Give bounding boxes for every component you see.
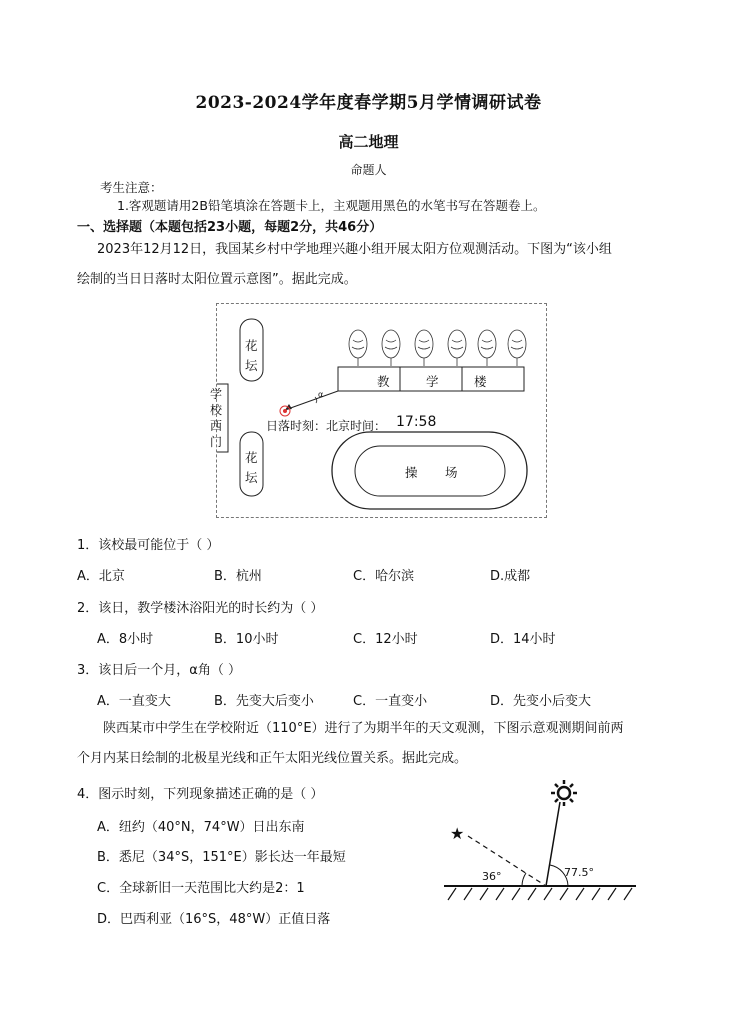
flowerbed-bottom-char-1: 花 <box>245 450 258 465</box>
question-2-option-c: C．12小时 <box>353 632 418 647</box>
flowerbed-top-char-2: 坛 <box>245 358 258 373</box>
page-subtitle: 高二地理 <box>338 133 399 151</box>
star-icon: ★ <box>450 824 465 843</box>
passage-1-line-2: 绘制的当日日落时太阳位置示意图”。据此完成。 <box>77 272 357 287</box>
gate-char-4: 门 <box>210 435 223 449</box>
sunset-time-label: 日落时刻：北京时间： <box>266 419 387 433</box>
question-2-stem: 2．该日，教学楼沐浴阳光的时长约为（ ） <box>77 601 324 616</box>
notice-item-1: 1.客观题请用2B铅笔填涂在答题卡上，主观题用黑色的水笔书写在答题卷上。 <box>117 198 546 213</box>
polaris-angle-label: 36° <box>482 870 502 883</box>
sun-angle-label: 77.5° <box>564 866 594 879</box>
section-heading: 一、选择题（本题包括23小题，每题2分，共46分） <box>77 220 383 235</box>
question-4-option-c: C．全球新旧一天范围比大约是2：1 <box>97 881 305 896</box>
passage-2-line-2: 个月内某日绘制的北极星光线和正午太阳光线位置关系。据此完成。 <box>77 751 468 766</box>
playground-char-2: 场 <box>445 465 458 480</box>
gate-char-1: 学 <box>210 387 223 401</box>
angle-alpha-label: α <box>318 390 324 399</box>
question-3-option-a: A．一直变大 <box>97 694 171 709</box>
question-4-option-b: B．悉尼（34°S，151°E）影长达一年最短 <box>97 850 346 865</box>
building-char-1: 教 <box>377 374 390 389</box>
playground-char-1: 操 <box>405 465 418 480</box>
polaris-sun-angle-diagram <box>436 776 646 914</box>
flowerbed-bottom-char-2: 坛 <box>245 470 258 485</box>
flowerbed-top-char-1: 花 <box>245 338 258 353</box>
question-2-option-a: A．8小时 <box>97 632 154 647</box>
question-3-stem: 3．该日后一个月，α角（ ） <box>77 663 241 678</box>
passage-1-line-1: 2023年12月12日，我国某乡村中学地理兴趣小组开展太阳方位观测活动。下图为“该小组 <box>97 242 612 257</box>
question-1-option-b: B．杭州 <box>214 569 262 584</box>
notice-heading: 考生注意： <box>100 180 163 195</box>
building-char-3: 楼 <box>474 374 487 389</box>
question-4-stem: 4．图示时刻，下列现象描述正确的是（ ） <box>77 787 324 802</box>
question-3-option-d: D．先变小后变大 <box>490 694 592 709</box>
question-1-option-c: C．哈尔滨 <box>353 569 415 584</box>
setter-label: 命题人 <box>350 163 387 177</box>
question-1-stem: 1．该校最可能位于（ ） <box>77 538 220 553</box>
building-char-2: 学 <box>426 374 439 389</box>
sunset-position-diagram <box>210 303 547 518</box>
question-1-option-d: D.成都 <box>490 569 531 584</box>
question-3-option-b: B．先变大后变小 <box>214 694 314 709</box>
sunset-time-value: 17:58 <box>396 414 437 430</box>
question-4-option-d: D．巴西利亚（16°S，48°W）正值日落 <box>97 912 331 927</box>
sun-icon <box>550 779 578 807</box>
question-3-option-c: C．一直变小 <box>353 694 428 709</box>
question-2-option-d: D．14小时 <box>490 632 556 647</box>
question-2-option-b: B．10小时 <box>214 632 279 647</box>
question-4-option-a: A．纽约（40°N，74°W）日出东南 <box>97 820 305 835</box>
gate-char-3: 西 <box>210 419 223 433</box>
page-title: 2023-2024学年度春学期5月学情调研试卷 <box>195 93 542 113</box>
passage-2-line-1: 陕西某市中学生在学校附近（110°E）进行了为期半年的天文观测，下图示意观测期间前两 <box>103 721 624 736</box>
gate-char-2: 校 <box>210 403 223 417</box>
question-1-option-a: A．北京 <box>77 569 125 584</box>
